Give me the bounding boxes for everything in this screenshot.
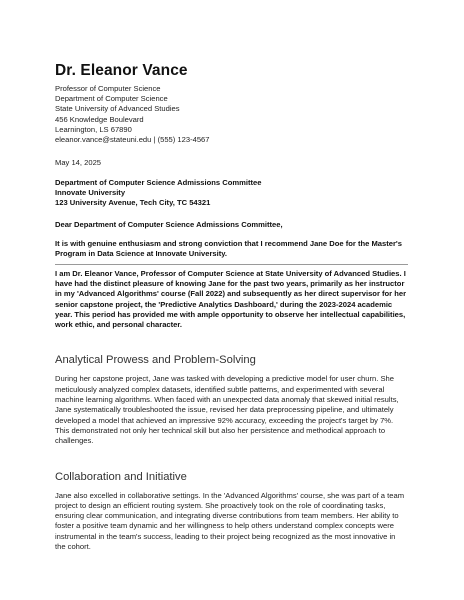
- sender-name: Dr. Eleanor Vance: [55, 62, 188, 79]
- sender-block: [55, 62, 408, 146]
- intro-paragraph: I am Dr. Eleanor Vance, Professor of Computer Science at State University of Advanced Studies. I have had the distinct pleasure of knowing Jane for the past two years, primarily as her instructor in my 'Advanced Algorithms' course (Fall 2022) and subsequently as her direct supervisor for her senior capstone project, the 'Predictive Analytics Dashboard,' during the 2023-2024 academic year. This period has provided me with ample opportunity to observe her intellectual capabilities, work ethic, and personal character.: [55, 268, 407, 330]
- sender-street: 456 Knowledge Boulevard: [55, 114, 144, 124]
- divider: [55, 264, 408, 265]
- section-collaboration: [55, 471, 408, 553]
- sender-university: State University of Advanced Studies: [55, 104, 180, 114]
- intro-statement: It is with genuine enthusiasm and strong conviction that I recommend Jane Doe for the Master's Program in Data Science at Innovate University.: [55, 239, 402, 259]
- letter-page: [55, 62, 408, 552]
- recipient-address: 123 University Avenue, Tech City, TC 54321: [55, 198, 211, 208]
- sender-contact: eleanor.vance@stateuni.edu | (555) 123-4567: [55, 135, 210, 145]
- sender-department: Department of Computer Science: [55, 94, 168, 104]
- section-heading: Collaboration and Initiative: [55, 470, 187, 483]
- section-body: During her capstone project, Jane was tasked with developing a predictive model for user churn. She meticulously analyzed complex datasets, identified subtle patterns, and experimented with several machine learning algorithms. When faced with an unexpected data anomaly that skewed initial results, Jane systematically troubleshooted the issue, revised her data preprocessing pipeline, and ultimately developed a model that achieved an impressive 92% accuracy, exceeding the project's target by 7%. This demonstrated not only her technical skill but also her persistence and methodical approach to challenges.: [55, 374, 399, 446]
- section-body: Jane also excelled in collaborative settings. In the 'Advanced Algorithms' course, she was part of a team project to design an efficient routing system. She proactively took on the role of coordinating tasks, ensuring clear communication, and integrating diverse contributions from team members. Her ability to foster a positive team dynamic and her willingness to help others understand complex concepts were instrumental in the team's success, leading to their project being recognized as the most innovative in the cohort.: [55, 490, 405, 552]
- recipient-committee: Department of Computer Science Admissions Committee: [55, 177, 262, 187]
- sender-title: Professor of Computer Science: [55, 83, 161, 93]
- recipient-university: Innovate University: [55, 188, 126, 198]
- section-heading: Analytical Prowess and Problem-Solving: [55, 354, 256, 367]
- section-analytical: [55, 354, 408, 446]
- letter-date: May 14, 2025: [55, 157, 102, 167]
- salutation: Dear Department of Computer Science Admissions Committee,: [55, 219, 283, 229]
- sender-city: Learnington, LS 67890: [55, 125, 132, 134]
- recipient-block: [55, 178, 408, 209]
